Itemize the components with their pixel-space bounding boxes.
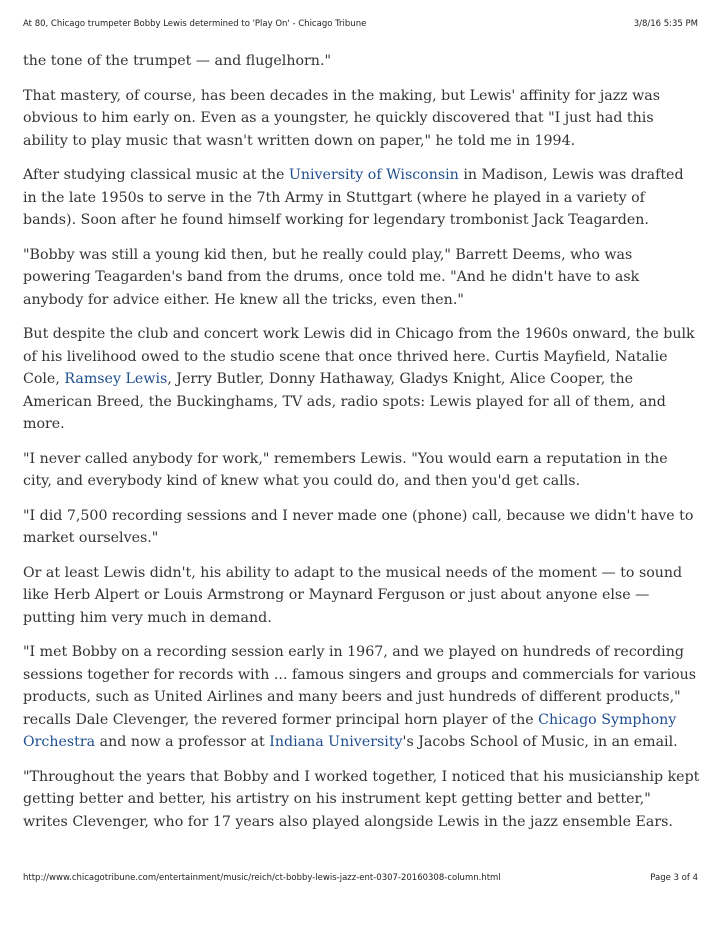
text-span: 's Jacobs School of Music, in an email. [402, 734, 678, 750]
text-span: and now a professor at [95, 734, 270, 750]
link-ramsey-lewis[interactable]: Ramsey Lewis [64, 371, 168, 387]
link-indiana-university[interactable]: Indiana University [269, 734, 403, 750]
article-body [23, 50, 700, 845]
paragraph [23, 641, 700, 754]
paragraph: "I never called anybody for work," remembers Lewis. "You would earn a reputation in the city, and everybody kind of knew what you could do, and then you'd get calls. [23, 450, 668, 489]
paragraph: "Throughout the years that Bobby and I worked together, I noticed that his musicianship kept getting better and better, his artistry on his instrument kept getting better and better," writes Clevenger, who for 17 years also played alongside Lewis in the jazz ensemble Ears. [23, 768, 700, 830]
link-university-of-wisconsin[interactable]: University of Wisconsin [288, 167, 459, 183]
paragraph: Or at least Lewis didn't, his ability to adapt to the musical needs of the moment — to sound like Herb Alpert or Louis Armstrong or Maynard Ferguson or just about anyone else — putting him very much in demand. [23, 564, 683, 626]
text-span: in Madison, Lewis was drafted in the late 1950s to serve in the 7th Army in Stuttgart (where he played in a variety of bands). Soon after he found himself working for legendary trombonist Jack Teagarden. [23, 167, 684, 228]
paragraph [23, 323, 700, 436]
text-span: But despite the club and concert work Lewis did in Chicago from the 1960s onward, the bulk of his livelihood owed to the studio scene that once thrived here. Curtis Mayfield, Natalie Cole, [23, 326, 695, 387]
page-number: Page 3 of 4 [650, 873, 698, 883]
paragraph [23, 164, 700, 232]
text-span: , Jerry Butler, Donny Hathaway, Gladys Knight, Alice Cooper, the American Breed, the Buckinghams, TV ads, radio spots: Lewis played for all of them, and more. [23, 371, 666, 432]
print-header [23, 19, 698, 29]
text-span: "I met Bobby on a recording session early in 1967, and we played on hundreds of recording sessions together for records with ... famous singers and groups and commercials for various products, such as United Airlines and many beers and just hundreds of different products," recalls Dale Clevenger, the revered former principal horn player of the [23, 644, 697, 728]
paragraph: That mastery, of course, has been decades in the making, but Lewis' affinity for jazz was obvious to him early on. Even as a youngster, he quickly discovered that "I just had this ability to play music that wasn't written down on paper," he told me in 1994. [23, 87, 661, 149]
link-chicago-symphony-orchestra[interactable]: Chicago Symphony Orchestra [23, 711, 677, 750]
paragraph: "Bobby was still a young kid then, but he really could play," Barrett Deems, who was powering Teagarden's band from the drums, once told me. "And he didn't have to ask anybody for advice either. He knew all the tricks, even then." [23, 246, 640, 308]
paragraph: "I did 7,500 recording sessions and I never made one (phone) call, because we didn't have to market ourselves." [23, 507, 694, 546]
paragraph: the tone of the trumpet — and flugelhorn." [23, 53, 331, 69]
footer-url: http://www.chicagotribune.com/entertainment/music/reich/ct-bobby-lewis-jazz-ent-0307-20160308-column.html [23, 873, 501, 883]
print-datetime: 3/8/16 5:35 PM [633, 19, 698, 29]
text-span: After studying classical music at the [23, 167, 289, 183]
page-title: At 80, Chicago trumpeter Bobby Lewis determined to 'Play On' - Chicago Tribune [23, 19, 367, 29]
print-footer [23, 873, 698, 883]
